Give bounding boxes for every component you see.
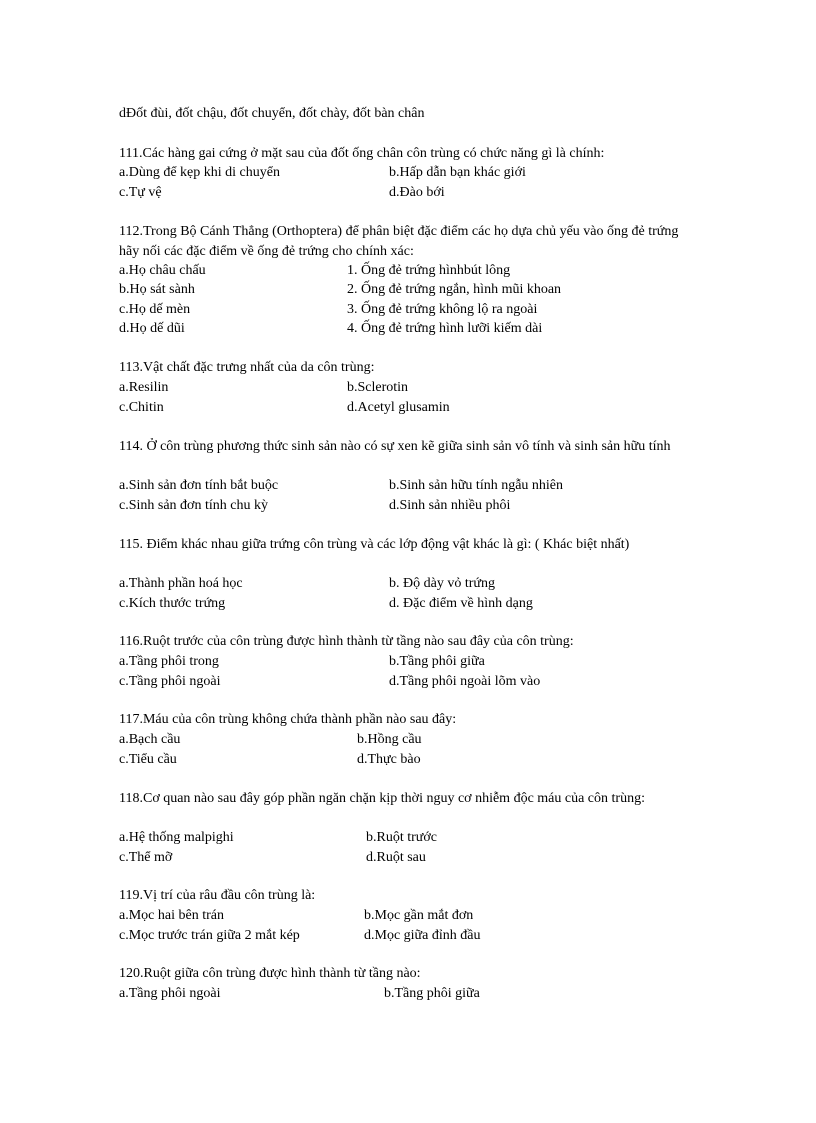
q112-match-1: 1. Ống đẻ trứng hìnhbút lông: [347, 263, 511, 278]
q119-option-b: b.Mọc gần mắt đơn: [364, 908, 474, 923]
q119-option-a: a.Mọc hai bên trán: [119, 908, 224, 923]
q111-option-d: d.Đào bới: [389, 185, 445, 200]
q116-option-c: c.Tầng phôi ngoài: [119, 674, 221, 689]
q112-option-b: b.Họ sát sành: [119, 282, 195, 297]
q117-option-c: c.Tiểu cầu: [119, 752, 177, 767]
q117-option-b: b.Hồng cầu: [357, 732, 422, 747]
intro-line: dĐốt đùi, đốt chậu, đốt chuyển, đốt chày, đốt bàn chân: [119, 106, 425, 121]
q114-option-b: b.Sinh sản hữu tính ngẫu nhiên: [389, 478, 564, 493]
q116-option-a: a.Tầng phôi trong: [119, 654, 219, 669]
q115-option-c: c.Kích thước trứng: [119, 596, 226, 611]
question-120: 120.Ruột giữa côn trùng được hình thành từ tầng nào:: [119, 966, 421, 981]
q114-option-a: a.Sinh sản đơn tính bắt buộc: [119, 478, 279, 493]
question-114: 114. Ở côn trùng phương thức sinh sản nào có sự xen kẽ giữa sinh sản vô tính và sinh sản hữu tính: [119, 439, 671, 454]
q114-option-d: d.Sinh sản nhiều phôi: [389, 498, 511, 513]
q120-option-b: b.Tầng phôi giữa: [384, 986, 480, 1001]
q111-option-b: b.Hấp dẫn bạn khác giới: [389, 165, 526, 180]
q118-option-b: b.Ruột trước: [366, 830, 437, 845]
q118-option-d: d.Ruột sau: [366, 850, 426, 865]
q113-option-a: a.Resilin: [119, 380, 169, 395]
q113-option-d: d.Acetyl glusamin: [347, 400, 450, 415]
q119-option-c: c.Mọc trước trán giữa 2 mắt kép: [119, 928, 300, 943]
question-111: 111.Các hàng gai cứng ở mặt sau của đốt ống chân côn trùng có chức năng gì là chính:: [119, 146, 605, 161]
q114-option-c: c.Sinh sản đơn tính chu kỳ: [119, 498, 268, 513]
q111-option-a: a.Dùng để kẹp khi di chuyển: [119, 165, 280, 180]
question-112: 112.Trong Bộ Cánh Thẳng (Orthoptera) để phân biệt đặc điểm các họ dựa chủ yếu vào ống đẻ trứng hãy nối các đặc điểm về ống đẻ trứng cho chính xác:: [119, 224, 679, 259]
q112-option-c: c.Họ dế mèn: [119, 302, 191, 317]
q118-option-a: a.Hệ thống malpighi: [119, 830, 234, 845]
q115-option-d: d. Đặc điểm về hình dạng: [389, 596, 533, 611]
q112-option-a: a.Họ châu chấu: [119, 263, 206, 278]
q112-option-d: d.Họ dế dũi: [119, 321, 185, 336]
q111-option-c: c.Tự vệ: [119, 185, 162, 200]
q116-option-d: d.Tầng phôi ngoài lõm vào: [389, 674, 541, 689]
q118-option-c: c.Thể mỡ: [119, 850, 173, 865]
question-115: 115. Điểm khác nhau giữa trứng côn trùng và các lớp động vật khác là gì: ( Khác biệt nhất): [119, 537, 630, 552]
q117-option-d: d.Thực bào: [357, 752, 421, 767]
q116-option-b: b.Tầng phôi giữa: [389, 654, 485, 669]
q112-match-3: 3. Ống đẻ trứng không lộ ra ngoài: [347, 302, 538, 317]
q120-option-a: a.Tầng phôi ngoài: [119, 986, 221, 1001]
q117-option-a: a.Bạch cầu: [119, 732, 181, 747]
q112-match-4: 4. Ống đẻ trứng hình lưỡi kiếm dài: [347, 321, 543, 336]
question-113: 113.Vật chất đặc trưng nhất của da côn trùng:: [119, 360, 375, 375]
question-118: 118.Cơ quan nào sau đây góp phần ngăn chặn kịp thời nguy cơ nhiễm độc máu của côn trùng:: [119, 791, 645, 806]
question-116: 116.Ruột trước của côn trùng được hình thành từ tầng nào sau đây của côn trùng:: [119, 634, 574, 649]
q112-match-2: 2. Ống đẻ trứng ngắn, hình mũi khoan: [347, 282, 562, 297]
q113-option-b: b.Sclerotin: [347, 380, 409, 395]
question-119: 119.Vị trí của râu đầu côn trùng là:: [119, 888, 316, 903]
q119-option-d: d.Mọc giữa đỉnh đầu: [364, 928, 481, 943]
q115-option-a: a.Thành phần hoá học: [119, 576, 243, 591]
q113-option-c: c.Chitin: [119, 400, 164, 415]
question-117: 117.Máu của côn trùng không chứa thành phần nào sau đây:: [119, 712, 457, 727]
q115-option-b: b. Độ dày vỏ trứng: [389, 576, 495, 591]
